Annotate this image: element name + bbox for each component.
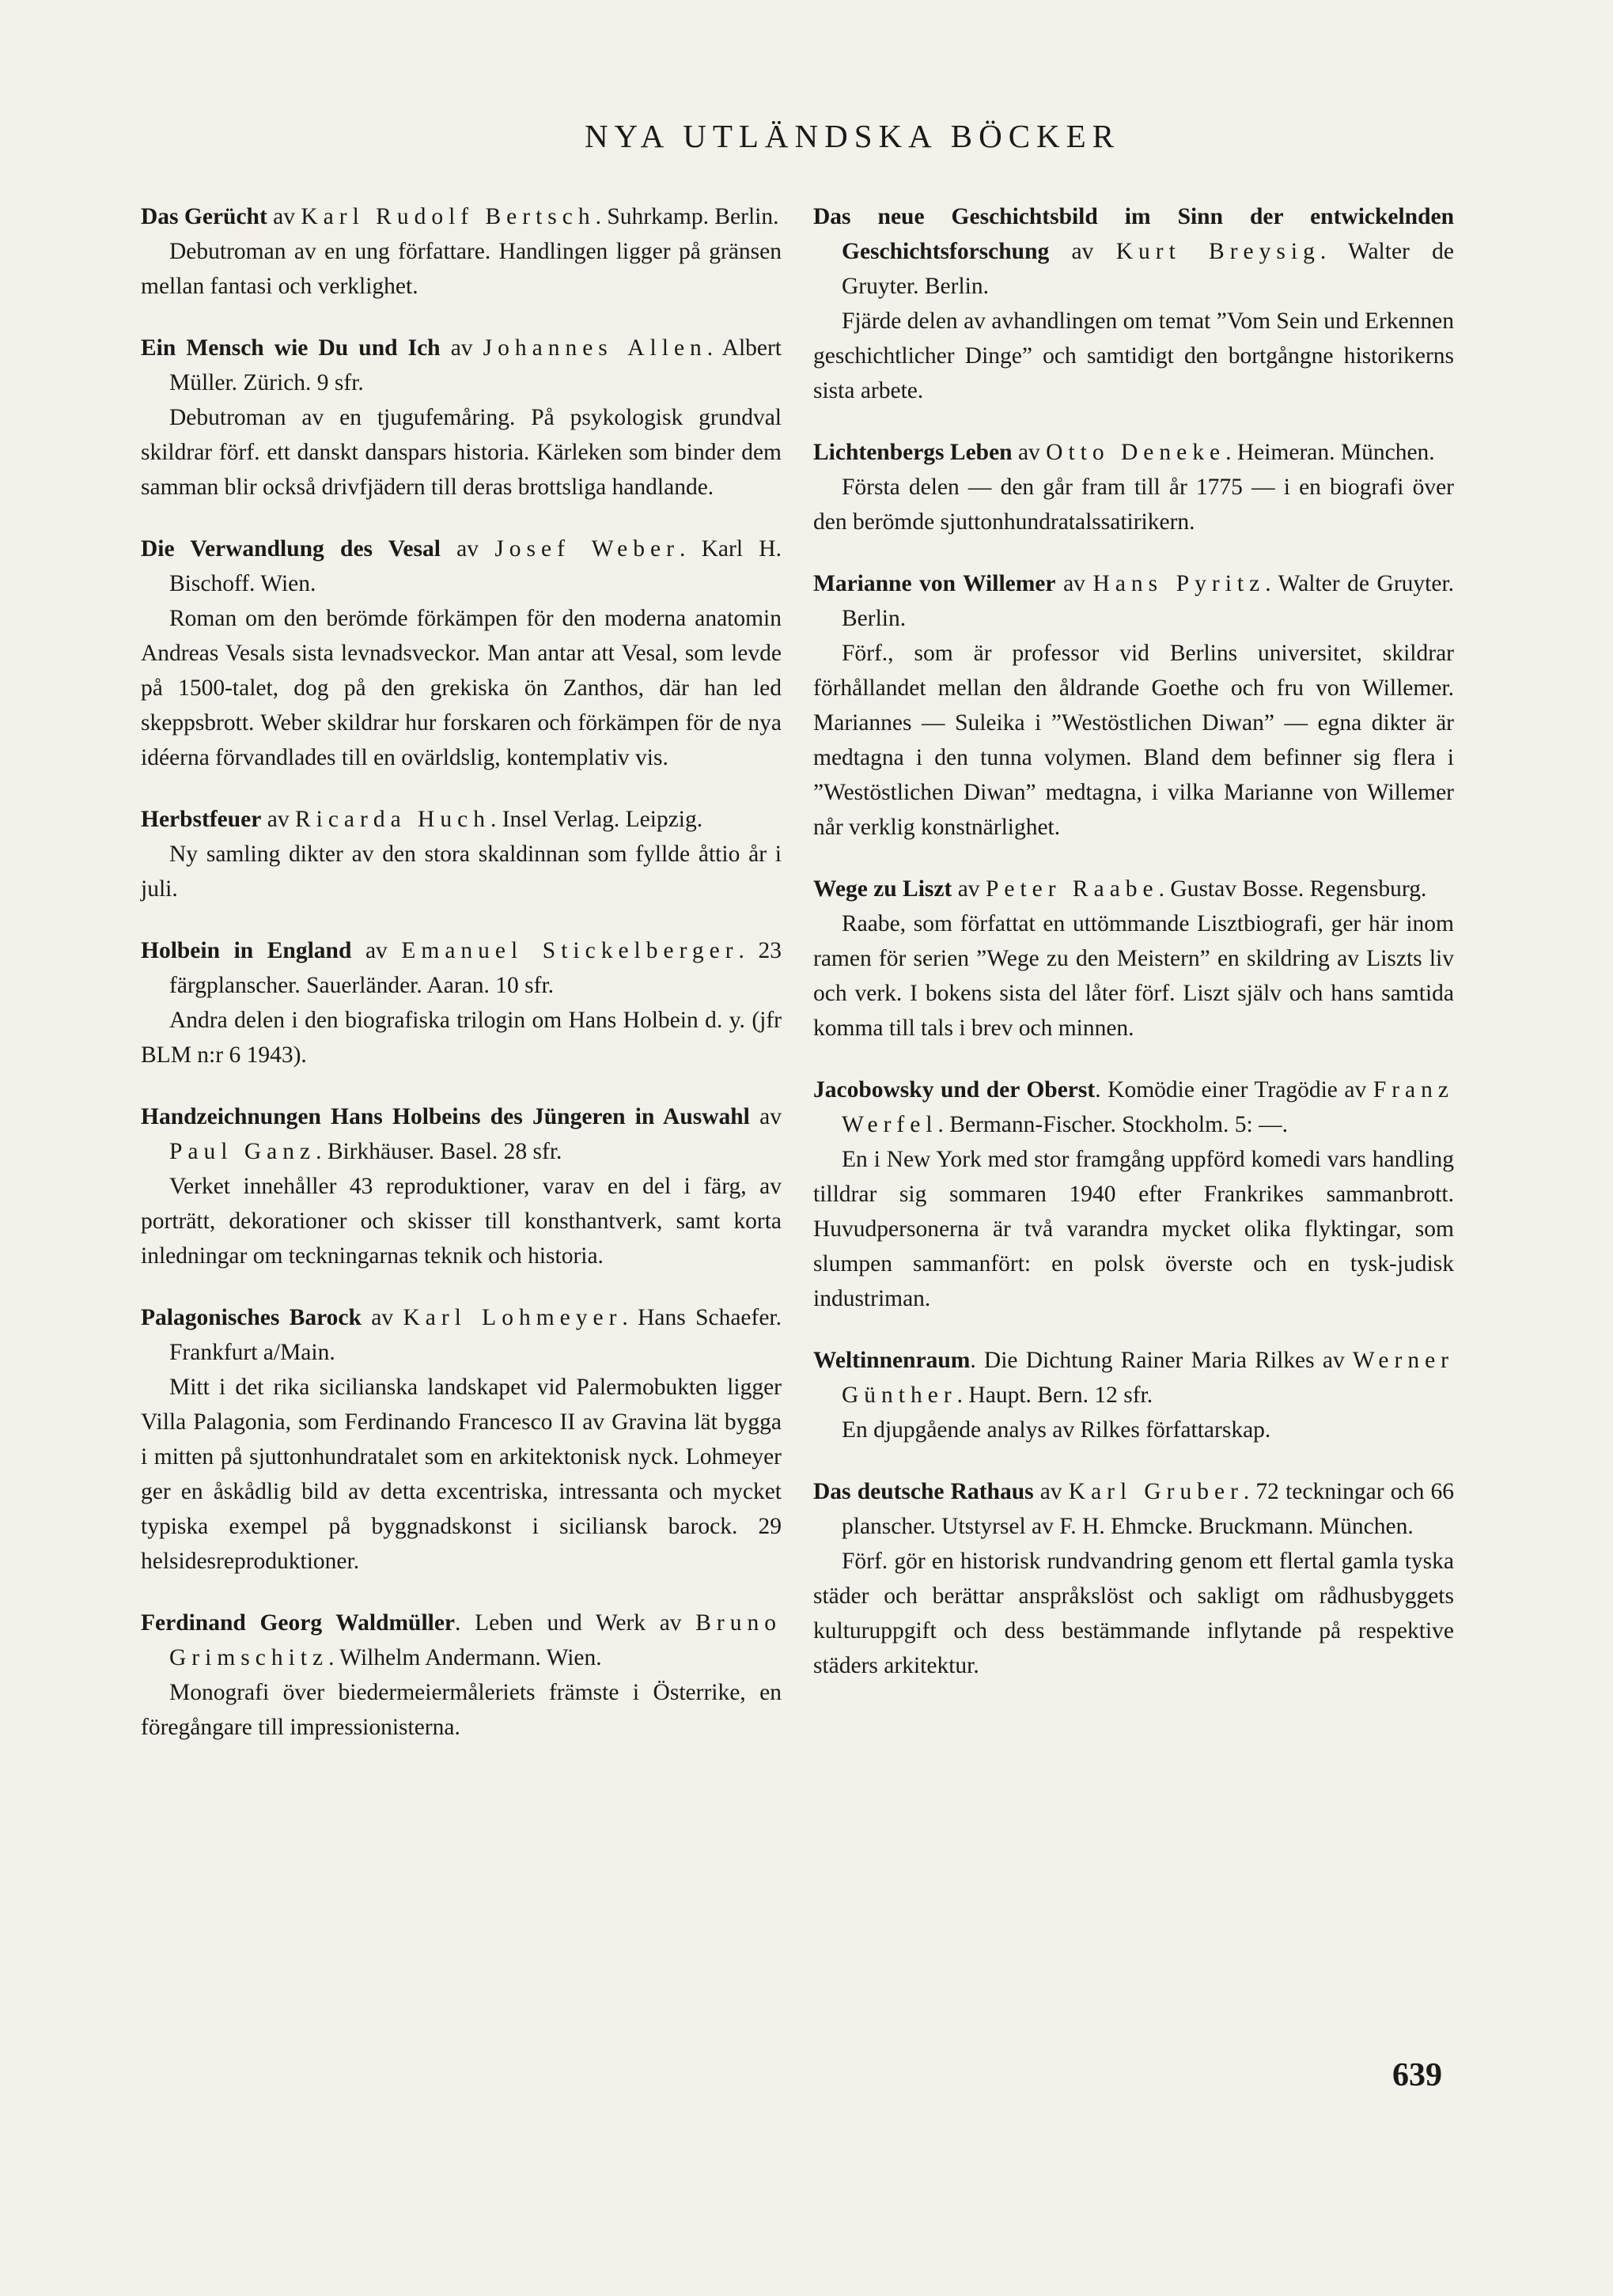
- book-entry: [813, 1474, 1454, 1683]
- book-author: Paul Ganz: [169, 1139, 316, 1164]
- publication-details: . Albert Müller. Zürich. 9 sfr.: [169, 335, 782, 395]
- book-entry: [813, 1343, 1454, 1447]
- publication-details: . Suhrkamp. Berlin.: [595, 204, 779, 229]
- by-text: av: [1033, 1479, 1069, 1504]
- book-title: Lichtenbergs Leben: [813, 440, 1013, 465]
- book-entry: [813, 199, 1454, 408]
- book-author: Franz Werfel: [842, 1077, 1454, 1137]
- entry-heading: [141, 933, 782, 1003]
- publication-details: . Bermann-Fischer. Stockholm. 5: —.: [937, 1112, 1288, 1137]
- by-text: av: [440, 536, 495, 562]
- entry-heading: [141, 1099, 782, 1169]
- book-description: Raabe, som författat en uttömmande Lisztbiografi, ger här inom ramen för serien ”Wege zu den Meistern” en skildring av Liszts liv och verk. I bokens sista del låter förf. Liszt själv och hans samtida komma till tals i brev och minnen.: [813, 911, 1454, 1041]
- book-title: Wege zu Liszt: [813, 876, 952, 902]
- book-description: Andra delen i den biografiska trilogin om Hans Holbein d. y. (jfr BLM n:r 6 1943).: [141, 1008, 782, 1068]
- book-title: Ferdinand Georg Waldmüller: [141, 1610, 456, 1636]
- book-title: Jacobowsky und der Oberst: [813, 1077, 1096, 1103]
- book-title: Palagonisches Barock: [141, 1305, 362, 1330]
- by-text: . Leben und Werk av: [455, 1610, 696, 1636]
- book-description: Förf. gör en historisk rundvandring genom ett flertal gamla tyska städer och berättar anspråkslöst och sakligt om rådhusbyggets kulturuppgift och dess bestämmande inflytande på respektive städers arkitektur.: [813, 1549, 1454, 1678]
- entry-heading: [813, 872, 1454, 906]
- book-title: Das deutsche Rathaus: [813, 1479, 1034, 1504]
- publication-details: . Birkhäuser. Basel. 28 sfr.: [316, 1139, 562, 1164]
- book-entry: [141, 933, 782, 1072]
- publication-details: . Heimeran. München.: [1225, 440, 1435, 465]
- book-entry: [813, 435, 1454, 539]
- book-title: Handzeichnungen Hans Holbeins des Jüngeren in Auswahl: [141, 1104, 750, 1129]
- book-author: Peter Raabe: [985, 876, 1159, 902]
- publication-details: . Gustav Bosse. Regensburg.: [1158, 876, 1427, 902]
- book-entry: [141, 531, 782, 775]
- book-author: Ricarda Huch: [294, 807, 490, 832]
- book-entry: [141, 331, 782, 505]
- book-entry: [141, 1099, 782, 1273]
- book-description: Roman om den berömde förkämpen för den moderna anatomin Andreas Vesals sista levnadsveckor. Man antar att Vesal, som levde på 1500-talet, dog på den grekiska ön Zanthos, där han led skeppsbrott. Weber skildrar hur forskaren och förkämpen för de nya idéerna förvandlades till en ovärldslig, kontemplativ vis.: [141, 606, 782, 770]
- book-description: Verket innehåller 43 reproduktioner, varav en del i färg, av porträtt, dekorationer och skisser till konsthantverk, samt korta inledningar om teckningarnas teknik och historia.: [141, 1174, 782, 1269]
- entry-heading: [141, 531, 782, 601]
- right-column: [813, 199, 1454, 1710]
- book-description: Fjärde delen av avhandlingen om temat ”Vom Sein und Erkennen geschichtlicher Dinge” och samtidigt den bortgångne historikerns sista arbete.: [813, 308, 1454, 403]
- book-title: Marianne von Willemer: [813, 571, 1056, 596]
- book-title: Das Gerücht: [141, 204, 267, 229]
- book-author: Werner Günther: [842, 1348, 1454, 1408]
- publication-details: . Karl H. Bischoff. Wien.: [169, 536, 782, 596]
- by-text: av: [1055, 571, 1093, 596]
- entry-heading: [141, 1300, 782, 1370]
- publication-details: . Walter de Gruyter. Berlin.: [842, 571, 1455, 631]
- by-text: av: [1049, 239, 1116, 264]
- book-description: Första delen — den går fram till år 1775 — i en biografi över den berömde sjuttonhundratalssatirikern.: [813, 475, 1454, 535]
- publication-details: . Haupt. Bern. 12 sfr.: [956, 1383, 1153, 1408]
- entry-heading: [141, 802, 782, 837]
- book-title: Ein Mensch wie Du und Ich: [141, 335, 441, 361]
- book-entry: [813, 872, 1454, 1046]
- publication-details: . Hans Schaefer. Frankfurt a/Main.: [169, 1305, 782, 1365]
- by-text: av: [440, 335, 483, 361]
- entry-heading: [813, 1072, 1454, 1142]
- by-text: av: [361, 1305, 403, 1330]
- book-description: Debutroman av en ung författare. Handlingen ligger på gränsen mellan fantasi och verklighet.: [141, 239, 782, 299]
- book-author: Johannes Allen: [483, 335, 707, 361]
- book-description: Monografi över biedermeiermåleriets främste i Österrike, en föregångare till impressionisterna.: [141, 1680, 782, 1740]
- entry-heading: [141, 331, 782, 400]
- publication-details: . 72 teckningar och 66 planscher. Utstyrsel av F. H. Ehmcke. Bruckmann. München.: [842, 1479, 1455, 1539]
- publication-details: . Wilhelm Andermann. Wien.: [328, 1645, 602, 1670]
- book-description: Ny samling dikter av den stora skaldinnan som fyllde åttio år i juli.: [141, 842, 782, 902]
- book-author: Karl Lohmeyer: [403, 1305, 623, 1330]
- by-text: . Komödie einer Tragödie av: [1095, 1077, 1373, 1103]
- book-description: En i New York med stor framgång uppförd komedi vars handling tilldrar sig sommaren 1940 efter Frankrikes sammanbrott. Huvudpersonerna är två varandra mycket olika flyktingar, som slumpen sammanfört: en polsk överste och en tysk-judisk industriman.: [813, 1147, 1454, 1311]
- book-entry: [141, 1606, 782, 1745]
- entry-heading: [813, 435, 1454, 470]
- book-entry: [141, 802, 782, 906]
- book-title: Herbstfeuer: [141, 807, 262, 832]
- book-entry: [141, 199, 782, 304]
- book-title: Holbein in England: [141, 938, 352, 963]
- entry-heading: [141, 199, 782, 234]
- publication-details: . Walter de Gruyter. Berlin.: [842, 239, 1455, 299]
- book-author: Emanuel Stickelberger: [401, 938, 739, 963]
- book-author: Otto Deneke: [1046, 440, 1226, 465]
- by-text: av: [261, 807, 295, 832]
- page-number: 639: [1392, 2057, 1442, 2094]
- by-text: . Die Dichtung Rainer Maria Rilkes av: [970, 1348, 1353, 1373]
- book-title: Weltinnenraum: [813, 1348, 971, 1373]
- book-entry: [813, 566, 1454, 845]
- book-entry: [141, 1300, 782, 1579]
- book-author: Bruno Grimschitz: [169, 1610, 782, 1670]
- book-author: Kurt Breysig: [1115, 239, 1320, 264]
- publication-details: . 23 färgplanscher. Sauerländer. Aaran. 10 sfr.: [169, 938, 782, 998]
- book-author: Josef Weber: [494, 536, 680, 562]
- by-text: av: [351, 938, 402, 963]
- entry-heading: [813, 199, 1454, 304]
- by-text: av: [749, 1104, 782, 1129]
- book-title: Die Verwandlung des Vesal: [141, 536, 441, 562]
- entry-heading: [813, 1474, 1454, 1544]
- publication-details: . Insel Verlag. Leipzig.: [490, 807, 703, 832]
- book-description: Debutroman av en tjugufemåring. På psykologisk grundval skildrar förf. ett danskt danspars historia. Kärleken som binder dem samman blir också drivfjädern till deras brottsliga handlande.: [141, 405, 782, 500]
- page-header: NYA UTLÄNDSKA BÖCKER: [584, 118, 1121, 154]
- by-text: av: [1012, 440, 1047, 465]
- book-author: Hans Pyritz: [1092, 571, 1266, 596]
- book-description: Förf., som är professor vid Berlins universitet, skildrar förhållandet mellan den åldrande Goethe och fru von Willemer. Mariannes — Suleika i ”Westöstlichen Diwan” — egna dikter är medtagna i den tunna volymen. Bland dem befinner sig flera i ”Westöstlichen Diwan” medtagna, i vilka Marianne von Willemer når verklig konstnärlighet.: [813, 641, 1454, 840]
- book-title: Das neue Geschichtsbild im Sinn der entwickelnden Geschichtsforschung: [813, 204, 1454, 264]
- book-author: Karl Gruber: [1068, 1479, 1244, 1504]
- book-description: En djupgående analys av Rilkes författarskap.: [842, 1417, 1271, 1443]
- by-text: av: [952, 876, 986, 902]
- book-entry: [813, 1072, 1454, 1316]
- entry-heading: [813, 1343, 1454, 1413]
- entry-heading: [141, 1606, 782, 1675]
- left-column: [141, 199, 782, 1772]
- book-author: Karl Rudolf Bertsch: [301, 204, 596, 229]
- entry-heading: [813, 566, 1454, 636]
- by-text: av: [267, 204, 301, 229]
- book-description: Mitt i det rika sicilianska landskapet vid Palermobukten ligger Villa Palagonia, som Ferdinando Francesco II av Gravina lät bygga i mitten på sjuttonhundratalet som en arkitektonisk nyck. Lohmeyer ger en åskådlig bild av detta excentriska, intressanta och mycket typiska exempel på byggnadskonst i siciliansk barock. 29 helsidesreproduktioner.: [141, 1375, 782, 1574]
